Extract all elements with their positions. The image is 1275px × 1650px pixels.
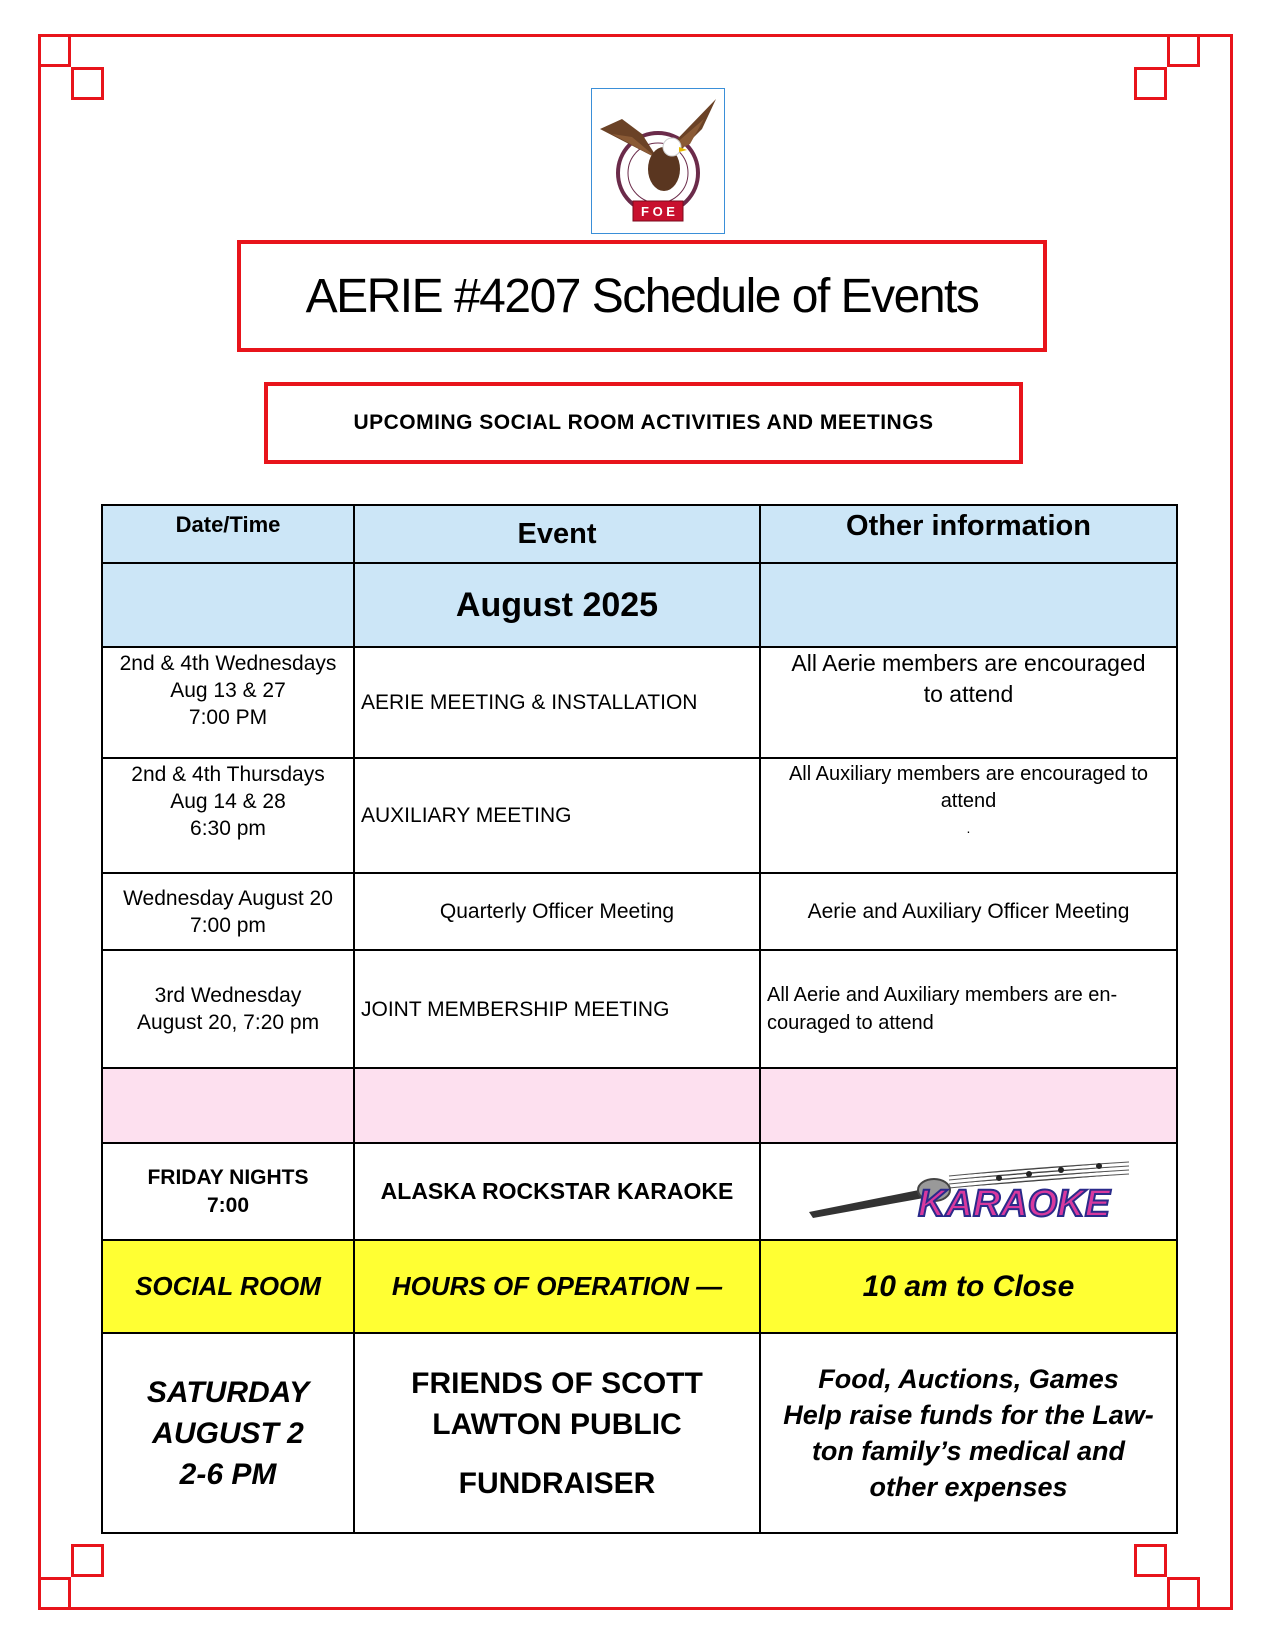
header-date-time: Date/Time bbox=[102, 505, 354, 563]
date-line: FRIDAY NIGHTS bbox=[147, 1165, 309, 1189]
date-line: 2-6 PM bbox=[179, 1457, 277, 1491]
subtitle-box bbox=[264, 382, 1023, 464]
event-name bbox=[354, 1333, 760, 1533]
table-row bbox=[102, 950, 1177, 1068]
event-date bbox=[102, 647, 354, 758]
corner-ornament bbox=[71, 67, 104, 100]
event-date bbox=[102, 758, 354, 873]
karaoke-microphone-icon bbox=[799, 1154, 1139, 1224]
date-line: Wednesday August 20 bbox=[123, 886, 333, 910]
date-line: Aug 14 & 28 bbox=[170, 790, 286, 813]
info-line: All Aerie and Auxiliary members are en- bbox=[767, 984, 1118, 1006]
info-line: other expenses bbox=[869, 1472, 1068, 1502]
date-line: SATURDAY bbox=[146, 1375, 310, 1409]
info-line: All Auxiliary members are encouraged to bbox=[788, 763, 1149, 785]
event-info bbox=[760, 873, 1177, 950]
event-date bbox=[102, 873, 354, 950]
date-line: 3rd Wednesday bbox=[154, 984, 302, 1007]
event-line: LAWTON PUBLIC bbox=[432, 1407, 682, 1441]
hours-row bbox=[102, 1240, 1177, 1333]
table-row bbox=[102, 758, 1177, 873]
corner-ornament bbox=[38, 34, 71, 67]
event-date bbox=[102, 950, 354, 1068]
svg-text:F O E: F O E bbox=[641, 204, 675, 219]
page-title: AERIE #4207 Schedule of Events bbox=[305, 269, 979, 323]
schedule-table bbox=[101, 504, 1178, 1534]
info-line: Aerie and Auxiliary Officer Meeting bbox=[807, 900, 1130, 923]
fundraiser-row bbox=[102, 1333, 1177, 1533]
table-header-row bbox=[102, 505, 1177, 563]
corner-ornament bbox=[38, 1577, 71, 1610]
info-line: attend bbox=[940, 790, 997, 812]
corner-ornament bbox=[1134, 67, 1167, 100]
month-empty-cell bbox=[102, 563, 354, 647]
info-line: to attend bbox=[923, 681, 1014, 707]
info-line: . bbox=[966, 820, 971, 836]
title-box bbox=[237, 240, 1047, 352]
event-name: HOURS OF OPERATION — bbox=[354, 1240, 760, 1333]
date-line: 6:30 pm bbox=[190, 817, 266, 840]
event-info bbox=[760, 758, 1177, 873]
info-line: Help raise funds for the Law- bbox=[783, 1400, 1154, 1430]
foe-logo bbox=[591, 88, 725, 234]
event-date bbox=[102, 1333, 354, 1533]
month-empty-cell bbox=[760, 563, 1177, 647]
date-line: AUGUST 2 bbox=[152, 1416, 304, 1450]
eagle-emblem-icon bbox=[592, 89, 724, 233]
date-line: 2nd & 4th Thursdays bbox=[131, 763, 325, 786]
date-line: 7:00 pm bbox=[190, 913, 266, 937]
table-row bbox=[102, 873, 1177, 950]
date-line: 7:00 bbox=[206, 1193, 250, 1217]
event-name: Quarterly Officer Meeting bbox=[354, 873, 760, 950]
spacer-cell bbox=[354, 1068, 760, 1143]
event-date bbox=[102, 1143, 354, 1240]
header-event: Event bbox=[354, 505, 760, 563]
event-name: JOINT MEMBERSHIP MEETING bbox=[354, 950, 760, 1068]
date-line: August 20, 7:20 pm bbox=[136, 1011, 320, 1034]
event-info bbox=[760, 647, 1177, 758]
date-line: SOCIAL ROOM bbox=[135, 1271, 321, 1301]
month-label: August 2025 bbox=[354, 563, 760, 647]
event-name: ALASKA ROCKSTAR KARAOKE bbox=[354, 1143, 760, 1240]
corner-ornament bbox=[71, 1544, 104, 1577]
corner-ornament bbox=[1167, 34, 1200, 67]
info-line: All Aerie members are encouraged bbox=[791, 650, 1146, 676]
page-subtitle: UPCOMING SOCIAL ROOM ACTIVITIES AND MEETINGS bbox=[353, 411, 934, 434]
info-line: Food, Auctions, Games bbox=[818, 1364, 1119, 1394]
date-line: Aug 13 & 27 bbox=[170, 679, 286, 702]
spacer-row bbox=[102, 1068, 1177, 1143]
corner-ornament bbox=[1167, 1577, 1200, 1610]
table-row bbox=[102, 647, 1177, 758]
event-info bbox=[760, 950, 1177, 1068]
svg-text:KARAOKE: KARAOKE bbox=[917, 1183, 1110, 1224]
month-row bbox=[102, 563, 1177, 647]
info-line: ton family’s medical and bbox=[811, 1436, 1126, 1466]
table-row bbox=[102, 1143, 1177, 1240]
event-info bbox=[760, 1240, 1177, 1333]
event-name: AUXILIARY MEETING bbox=[354, 758, 760, 873]
spacer-cell bbox=[102, 1068, 354, 1143]
karaoke-image bbox=[760, 1143, 1177, 1240]
event-name: AERIE MEETING & INSTALLATION bbox=[354, 647, 760, 758]
event-line: FUNDRAISER bbox=[458, 1466, 656, 1500]
event-info bbox=[760, 1333, 1177, 1533]
info-line: 10 am to Close bbox=[862, 1269, 1075, 1303]
date-line: 2nd & 4th Wednesdays bbox=[119, 652, 337, 675]
corner-ornament bbox=[1134, 1544, 1167, 1577]
spacer-cell bbox=[760, 1068, 1177, 1143]
info-line: couraged to attend bbox=[767, 1012, 934, 1034]
event-line: FRIENDS OF SCOTT bbox=[411, 1366, 703, 1400]
header-other-info: Other information bbox=[760, 505, 1177, 563]
event-date bbox=[102, 1240, 354, 1333]
date-line: 7:00 PM bbox=[188, 706, 268, 729]
